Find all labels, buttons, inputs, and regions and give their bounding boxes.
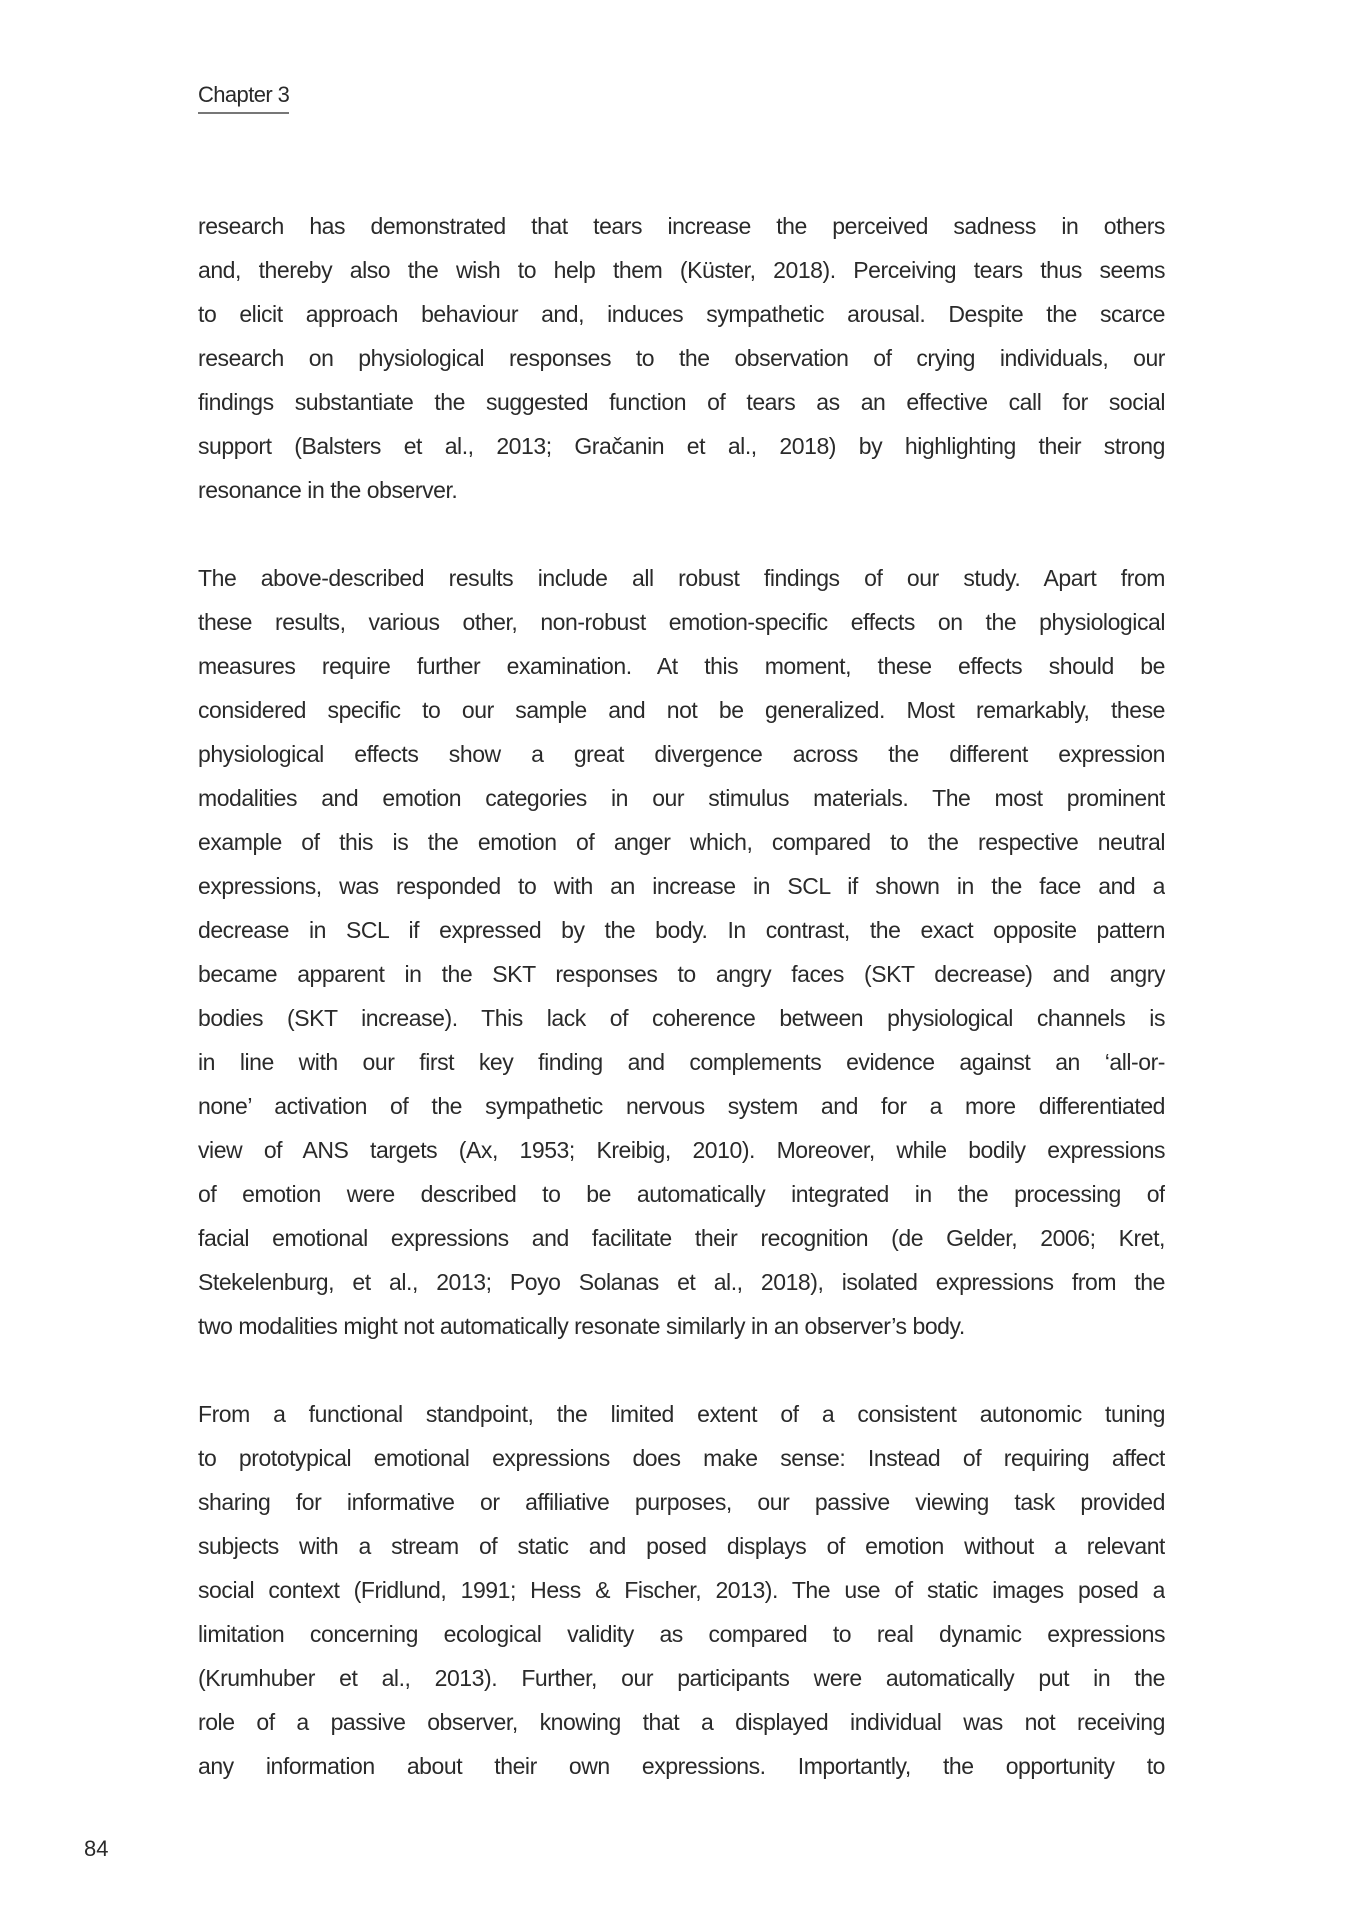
text-line: modalities and emotion categories in our stimulus materials. The most prominent	[198, 785, 1165, 811]
text-line: decrease in SCL if expressed by the body. In contrast, the exact opposite pattern	[198, 917, 1165, 943]
text-line: (Krumhuber et al., 2013). Further, our participants were automatically put in the	[198, 1665, 1165, 1691]
text-line: expressions, was responded to with an increase in SCL if shown in the face and a	[198, 873, 1165, 899]
text-line: resonance in the observer.	[198, 477, 458, 503]
text-line: bodies (SKT increase). This lack of coherence between physiological channels is	[198, 1005, 1165, 1031]
text-line: considered specific to our sample and not be generalized. Most remarkably, these	[198, 697, 1165, 723]
text-line: example of this is the emotion of anger which, compared to the respective neutral	[198, 829, 1165, 855]
text-line: social context (Fridlund, 1991; Hess & Fischer, 2013). The use of static images posed a	[198, 1577, 1165, 1603]
text-line: and, thereby also the wish to help them (Küster, 2018). Perceiving tears thus seems	[198, 257, 1165, 283]
text-line: view of ANS targets (Ax, 1953; Kreibig, 2010). Moreover, while bodily expressions	[198, 1137, 1165, 1163]
paragraph	[198, 1392, 1165, 1788]
text-line: The above-described results include all robust findings of our study. Apart from	[198, 565, 1165, 591]
text-line: of emotion were described to be automatically integrated in the processing of	[198, 1181, 1165, 1207]
text-line: facial emotional expressions and facilitate their recognition (de Gelder, 2006; Kret,	[198, 1225, 1165, 1251]
text-line: Stekelenburg, et al., 2013; Poyo Solanas et al., 2018), isolated expressions from the	[198, 1269, 1165, 1295]
text-line: two modalities might not automatically resonate similarly in an observer’s body.	[198, 1313, 965, 1339]
text-line: limitation concerning ecological validity as compared to real dynamic expressions	[198, 1621, 1165, 1647]
text-line: became apparent in the SKT responses to angry faces (SKT decrease) and angry	[198, 961, 1165, 987]
text-line: findings substantiate the suggested function of tears as an effective call for social	[198, 389, 1165, 415]
body-text	[198, 204, 1165, 1832]
text-line: none’ activation of the sympathetic nervous system and for a more differentiated	[198, 1093, 1165, 1119]
text-line: physiological effects show a great divergence across the different expression	[198, 741, 1165, 767]
text-line: From a functional standpoint, the limited extent of a consistent autonomic tuning	[198, 1401, 1165, 1427]
page-number: 84	[84, 1836, 109, 1861]
chapter-header: Chapter 3	[198, 82, 289, 114]
text-line: any information about their own expressions. Importantly, the opportunity to	[198, 1753, 1165, 1779]
text-line: in line with our first key finding and complements evidence against an ‘all-or-	[198, 1049, 1165, 1075]
text-line: research on physiological responses to the observation of crying individuals, our	[198, 345, 1165, 371]
paragraph	[198, 204, 1165, 512]
text-line: subjects with a stream of static and posed displays of emotion without a relevant	[198, 1533, 1165, 1559]
text-line: research has demonstrated that tears increase the perceived sadness in others	[198, 213, 1165, 239]
text-line: to elicit approach behaviour and, induces sympathetic arousal. Despite the scarce	[198, 301, 1165, 327]
text-line: role of a passive observer, knowing that a displayed individual was not receiving	[198, 1709, 1165, 1735]
text-line: measures require further examination. At this moment, these effects should be	[198, 653, 1165, 679]
text-line: support (Balsters et al., 2013; Gračanin et al., 2018) by highlighting their strong	[198, 433, 1165, 459]
paragraph	[198, 556, 1165, 1348]
text-line: these results, various other, non-robust emotion-specific effects on the physiological	[198, 609, 1165, 635]
text-line: sharing for informative or affiliative purposes, our passive viewing task provided	[198, 1489, 1165, 1515]
text-line: to prototypical emotional expressions does make sense: Instead of requiring affect	[198, 1445, 1165, 1471]
